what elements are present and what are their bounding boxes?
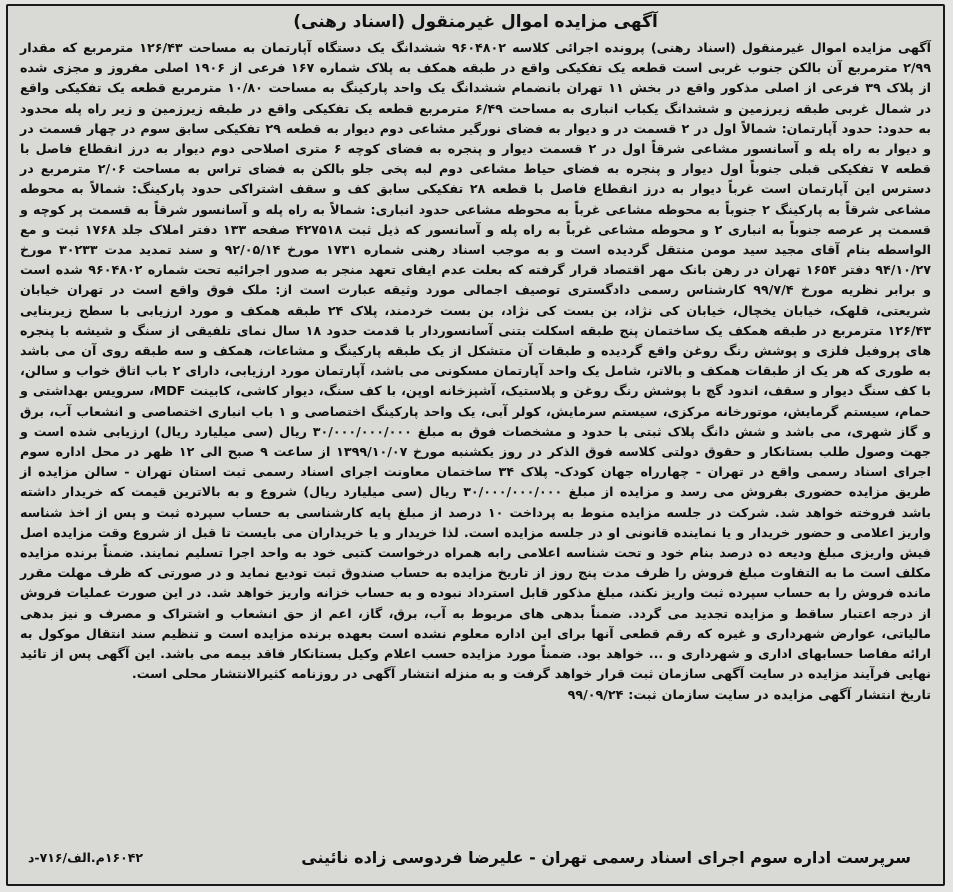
newspaper-clipping xyxy=(6,4,945,886)
signer-line: سرپرست اداره سوم اجرای اسناد رسمی تهران - علیرضا فردوسی زاده نائینی xyxy=(301,848,911,867)
notice-title: آگهی مزایده اموال غیرمنقول (اسناد رهنی) xyxy=(293,12,658,32)
notice-body xyxy=(20,38,931,705)
publish-date: تاریخ انتشار آگهی مزایده در سایت سازمان ثبت: ۹۹/۰۹/۲۴ xyxy=(567,686,931,702)
notice-paragraph: آگهی مزایده اموال غیرمنقول (اسناد رهنی) پرونده اجرائی کلاسه ۹۶۰۴۸۰۲ ششدانگ یک دستگاه آپارتمان به مساحت ۱۲۶/۴۳ مترمربع که مقدار ۲/۹۹ مترمربع آن بالکن جنوب غربی است قطعه یک تفکیکی واقع در طبقه همکف به پلاک شماره ۱۶۷ فرعی از ۱۹۰۶ اصلی مفروز و مجزی شده از پلاک ۳۹ فرعی از اصلی مذکور واقع در بخش ۱۱ تهران بانضمام ششدانگ یک واحد پارکینگ به مساحت ۱۰/۸۰ مترمربع قطعه یک تفکیکی واقع در شمال غربی طبقه زیرزمین و ششدانگ یکباب انباری به مساحت ۶/۴۹ مترمربع قطعه یک تفکیکی واقع در طبقه زیرزمین و زیر راه پله محدود به حدود: حدود آپارتمان: شمالاً اول در ۲ قسمت در و دیوار به فضای نورگیر مشاعی دوم دیوار به قطعه ۲۹ تفکیکی سابق سوم در چهار قسمت در و دیوار به راه پله و آسانسور مشاعی شرقاً اول در ۲ قسمت دیوار و پنجره به فضای کوچه ۶ متری اصلاحی دوم دیوار به درز انقطاع فاصل با قطعه ۷ تفکیکی قبلی جنوباً اول دیوار و پنجره به فضای حیاط مشاعی دوم لبه پخی جلو بالکن به فضای تراس به مساحت ۲/۰۶ مترمربع در دسترس این آپارتمان است غرباً دیوار به درز انقطاع فاصل با قطعه ۲۸ تفکیکی سابق کف و سقف اشتراکی حدود پارکینگ: شمالاً به محوطه مشاعی شرقاً به پارکینگ ۲ جنوباً به محوطه مشاعی غرباً به محوطه مشاعی حدود انباری: شمالاً به راه پله و آسانسور شرقاً به قسمت پر کوچه و قسمت پر عرصه جنوباً به انباری ۲ و محوطه مشاعی غرباً به راه پله و آسانسور که ذیل ثبت ۴۲۷۵۱۸ صفحه ۱۳۳ دفتر املاک جلد ۱۷۶۸ ثبت و مع الواسطه بنام آقای مجید سید مومن منتقل گردیده است و به موجب اسناد رهنی شماره ۱۷۳۱ مورخ ۹۲/۰۵/۱۴ و سند تمدید مدت ۳۰۲۳۳ مورخ ۹۴/۱۰/۲۷ دفتر ۱۶۵۴ تهران در رهن بانک مهر اقتصاد قرار گرفته که بعلت عدم ایفای تعهد منجر به صدور اجرائیه تحت شماره ۹۶۰۴۸۰۲ شده است و برابر نظریه مورخ ۹۹/۷/۴ کارشناس رسمی دادگستری توصیف اجمالی مورد وثیقه عبارت است از: ملک فوق واقع است در تهران خیابان شریعتی، قلهک، خیابان یخچال، خیابان کی نژاد، بن بست کی نژاد، بن بست خردمند، پلاک ۲۴ طبقه همکف و مورد ارزیابی با سطح زیربنایی ۱۲۶/۴۳ مترمربع در طبقه همکف یک ساختمان پنج طبقه اسکلت بتنی آسانسوردار با قدمت حدود ۱۸ سال نمای تلفیقی از سنگ و شیشه با پنجره های پروفیل فلزی و پوشش رنگ روغن واقع گردیده و طبقات آن متشکل از یک طبقه پارکینگ و مشاعات، همکف و سه طبقه روی آن می باشد به طوری که هر یک از طبقات همکف و بالاتر، شامل یک واحد آپارتمان مسکونی می باشد، آپارتمان مورد ارزیابی، دارای ۲ باب اتاق خواب و سالن، با کف سنگ دیوار و سقف، اندود گچ با پوشش رنگ روغن و پلاستیک، آشپزخانه اوپن، با کف سنگ، دیوار کاشی، کابینت MDF، سرویس بهداشتی و حمام، سیستم گرمایش، موتورخانه مرکزی، سیستم سرمایش، کولر آبی، یک واحد پارکینگ اختصاصی و ۱ باب انباری اختصاصی و انشعاب آب، برق و گاز شهری، می باشد و شش دانگ پلاک ثبتی با حدود و مشخصات فوق به مبلغ ۳۰/۰۰۰/۰۰۰/۰۰۰ ریال (سی میلیارد ریال) ارزیابی شده است و جهت وصول طلب بستانکار و حقوق دولتی کلاسه فوق الذکر در روز یکشنبه مورخ ۱۳۹۹/۱۰/۰۷ از ساعت ۹ صبح الی ۱۲ ظهر در محل اداره سوم اجرای اسناد رسمی واقع در تهران - چهارراه جهان کودک- پلاک ۳۴ ساختمان معاونت اجرای اسناد رسمی ثبت استان تهران - سالن مزایده از طریق مزایده حضوری بفروش می رسد و مزایده از مبلغ ۳۰/۰۰۰/۰۰۰/۰۰۰ ریال (سی میلیارد ریال) شروع و به بالاترین قیمت که خریدار داشته باشد فروخته خواهد شد. شرکت در جلسه مزایده منوط به پرداخت ۱۰ درصد از مبلغ پایه کارشناسی به حساب سپرده ثبت و پس از اخذ شناسه واریز اعلامی و حضور خریدار و یا نماینده قانونی او در جلسه مزایده است. لذا خریدار و یا خریداران می بایست تا قبل از شروع وقت مزایده اصل فیش واریزی مبلغ ودیعه ده درصد بنام خود و تحت شناسه اعلامی رابه همراه درخواست کتبی خود به واحد اجرا تسلیم نمایند. ضمناً برنده مزایده مکلف است ما به التفاوت مبلغ فروش را ظرف مدت پنج روز از تاریخ مزایده به حساب صندوق ثبت تودیع نماید و در صورتی که ظرف مهلت مقرر مانده فروش را به حساب سپرده ثبت واریز نکند، مبلغ مذکور قابل استرداد نبوده و به حساب خزانه واریز خواهد شد. در این صورت عملیات فروش از درجه اعتبار ساقط و مزایده تجدید می گردد. ضمناً بدهی های مربوط به آب، برق، گاز، اعم از حق انشعاب و اشتراک و مصرف و نیز بدهی مالیاتی، عوارض شهرداری و غیره که رقم قطعی آنها برای این اداره معلوم نشده است بعهده برنده مزایده است و تنظیم سند انتقال موکول به ارائه مفاصا حسابهای اداری و شهرداری و ... خواهد بود. ضمناً مورد مزایده حسب اعلام وکیل بستانکار فاقد بیمه می باشد. این آگهی پس از تائید نهایی فرآیند مزایده در سایت آگهی سازمان ثبت قرار خواهد گرفت و به منزله انتشار آگهی در روزنامه کثیرالانتشار محلی است. xyxy=(20,40,932,682)
notice-content xyxy=(20,10,931,880)
notice-footer xyxy=(20,846,931,870)
notice-code: ۱۶۰۴۲م.الف/۷۱۶-د xyxy=(28,850,143,865)
